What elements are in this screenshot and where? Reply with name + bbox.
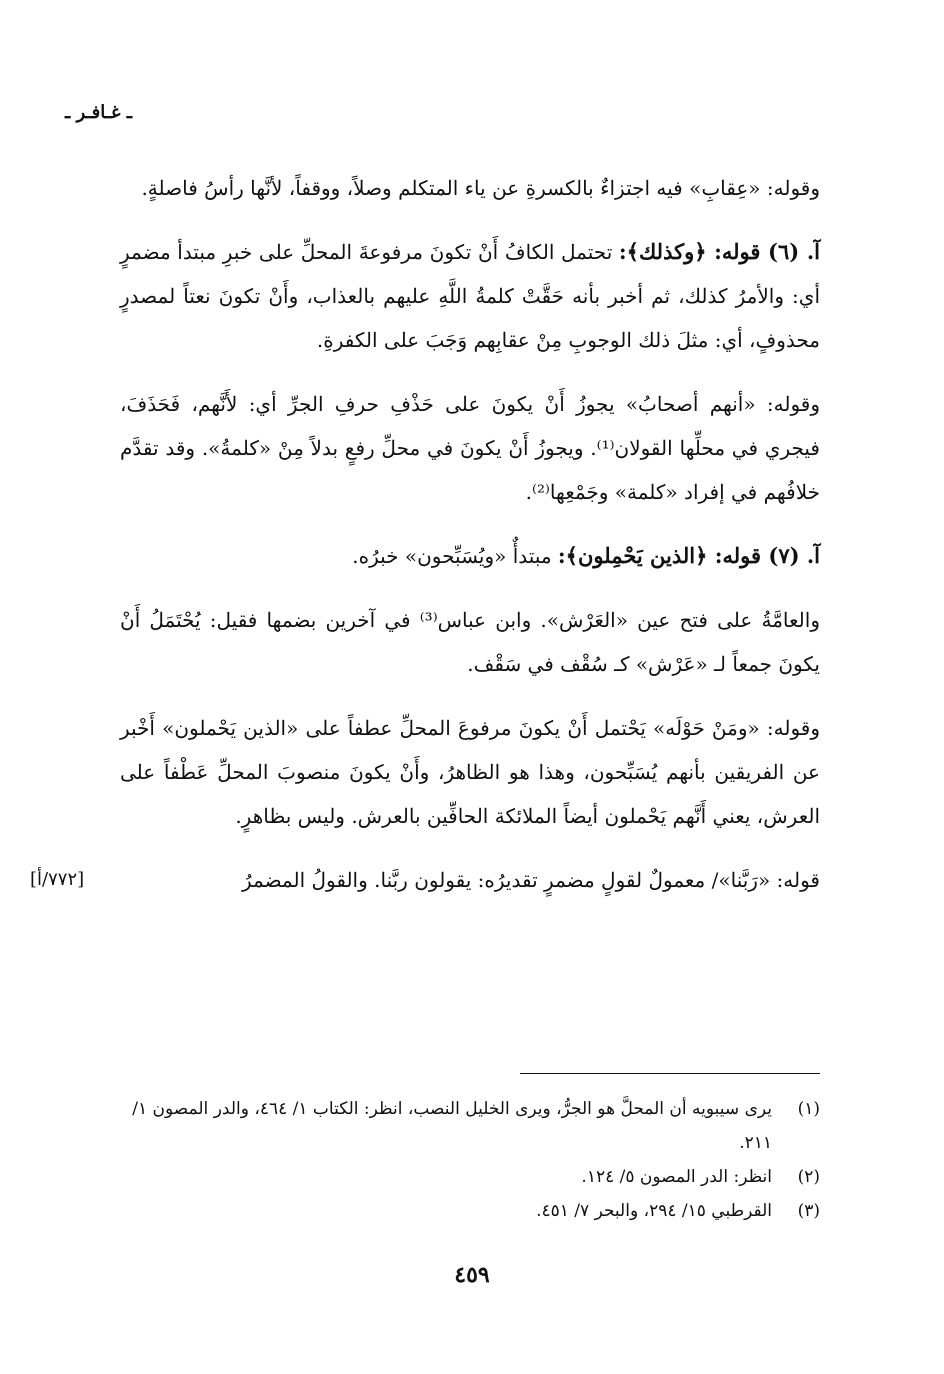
paragraph-text: تحتمل الكافُ أَنْ تكونَ مرفوعةَ المحلِّ على خبرِ مبتدأ مضمرٍ أي: والأمرُ كذلك، ثم أخبر بأنه حَقَّتْ كلمةُ اللَّهِ عليهم بالعذاب، وأَنْ تكونَ نعتاً لمصدرٍ محذوفٍ، أي: مثلَ ذلك الوجوبِ مِنْ عقابِهم وَجَبَ على الكفرةِ.	[120, 240, 820, 352]
paragraph-text: وقوله: «عِقابِ» فيه اجتزاءٌ بالكسرةِ عن ياء المتكلم وصلاً، ووقفاً، لأنَّها رأسُ فاصلةٍ.	[141, 176, 820, 200]
footnote-separator	[520, 1073, 820, 1074]
footnotes	[120, 1092, 820, 1228]
verse-heading: آ. (٦) قوله: ﴿وكذلك﴾:	[618, 239, 820, 264]
page-number: ٤٥٩	[454, 1262, 490, 1288]
paragraph-text: والعامَّةُ على فتح عين «العَرْش». وابن عباس⁽³⁾ في آخرين بضمها فقيل: يُحْتَمَلُ أَنْ يكونَ جمعاً لـ «عَرْش» كـ سُقْف في سَقْف.	[120, 608, 820, 676]
manuscript-folio-ref: [٧٧٢/أ]	[30, 869, 85, 890]
footnote-number: (١)	[797, 1099, 820, 1119]
footnote-number: (٣)	[797, 1201, 820, 1221]
paragraph-text: وقوله: «ومَنْ حَوْلَه» يَحْتمل أَنْ يكونَ مرفوعَ المحلِّ عطفاً على «الذين يَحْملون» أَخْبر عن الفريقين بأنهم يُسَبِّحون، وهذا هو الظاهرُ، وأَنْ يكونَ منصوبَ المحلِّ عَطْفاً على العرش، يعني أَنَّهم يَحْملون أيضاً الملائكة الحافِّين بالعرش. وليس بظاهرٍ.	[120, 716, 820, 828]
paragraph-text: قوله: «رَبَّنا»/ معمولٌ لقولٍ مضمرٍ تقديرُه: يقولون ربَّنا. والقولُ المضمرُ	[241, 868, 820, 892]
verse-heading: آ. (٧) قوله: ﴿الذين يَحْمِلون﴾:	[557, 543, 820, 568]
footnote-text: انظر: الدر المصون ٥/ ١٢٤.	[581, 1167, 772, 1187]
paragraph	[120, 706, 820, 838]
main-text	[30, 166, 820, 902]
paragraph	[120, 382, 820, 514]
paragraph	[120, 598, 820, 686]
paragraph-text: مبتدأٌ «ويُسَبِّحون» خبرُه.	[352, 544, 558, 568]
footnote-number: (٢)	[797, 1167, 820, 1187]
footnote	[120, 1160, 820, 1194]
footnote	[120, 1194, 820, 1228]
footnote-text: القرطبي ١٥/ ٢٩٤، والبحر ٧/ ٤٥١.	[536, 1201, 772, 1221]
footnote-text: يرى سيبويه أن المحلَّ هو الجرُّ، ويرى الخليل النصب، انظر: الكتاب ١/ ٤٦٤، والدر المصون ١/ ٢١١.	[132, 1099, 772, 1153]
paragraph-text: وقوله: «أنهم أصحابُ» يجوزُ أَنْ يكونَ على حَذْفِ حرفِ الجرِّ أي: لأَنَّهم، فَحَذَفَ، فيجري في محلِّها القولان⁽¹⁾. ويجوزُ أَنْ يكونَ في محلِّ رفعٍ بدلاً مِنْ «كلمةُ». وقد تقدَّم خلافُهم في إفراد «كلمة» وجَمْعِها⁽²⁾.	[120, 392, 820, 504]
paragraph	[30, 858, 820, 902]
footnote	[120, 1092, 820, 1160]
paragraph	[120, 534, 820, 578]
running-head: ـ غـافـر ـ	[64, 102, 132, 123]
paragraph	[120, 166, 820, 210]
paragraph	[120, 230, 820, 362]
